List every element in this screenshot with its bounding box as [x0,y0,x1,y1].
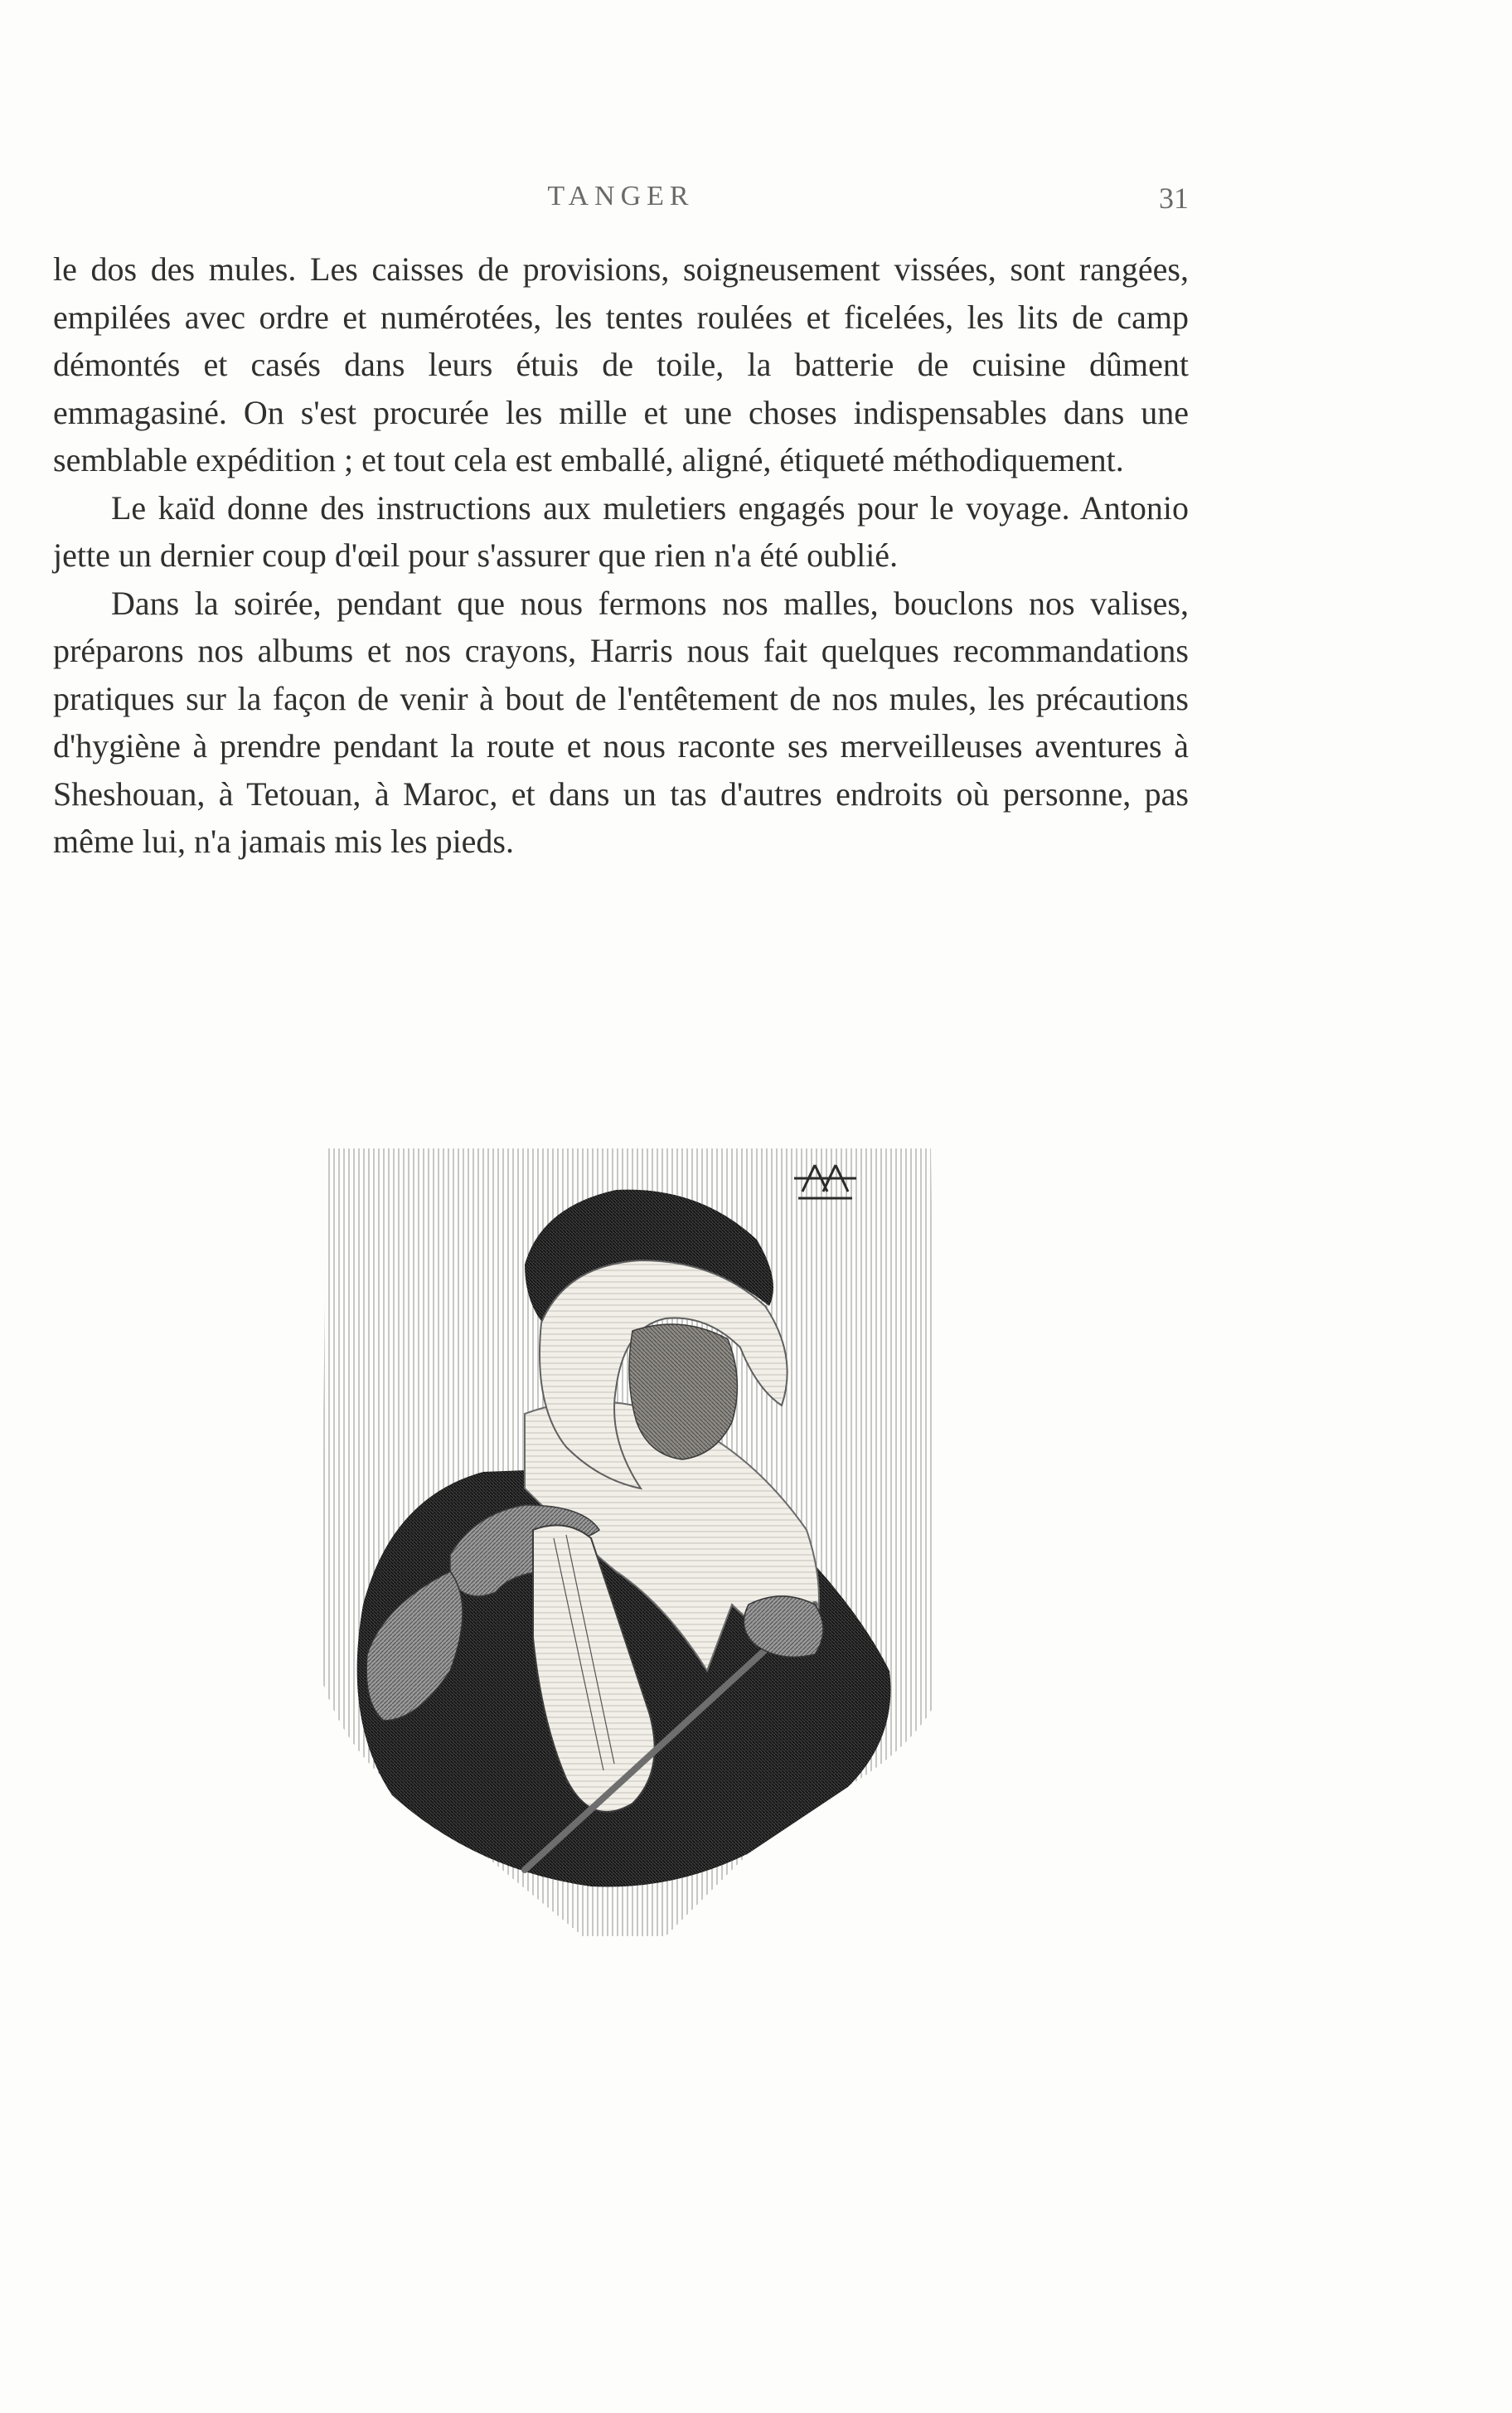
page-number: 31 [1159,182,1189,215]
paragraph-1: le dos des mules. Les caisses de provisions, soigneusement vissées, sont rangées, empilées avec ordre et numérotées, les tentes roulées et ficelées, les lits de camp démontés et casés dans leurs étuis de toile, la batterie de cuisine dûment emmagasiné. On s'est procurée les mille et une choses indispensables dans une semblable expédition ; et tout cela est emballé, aligné, étiqueté méthodiquement. [53,250,1189,478]
running-head [53,181,1189,222]
face [629,1324,737,1459]
portrait-engraving [317,1140,939,1969]
paragraph-3: Dans la soirée, pendant que nous fermons nos malles, bouclons nos valises, préparons nos albums et nos crayons, Harris nous fait quelques recommandations pratiques sur la façon de venir à bout de l'entêtement de nos mules, les précautions d'hygiène à prendre pendant la route et nous raconte ses merveilleuses aventures à Sheshouan, à Tetouan, à Maroc, et dans un tas d'autres endroits où personne, pas même lui, n'a jamais mis les pieds. [53,584,1189,860]
paragraph-2: Le kaïd donne des instructions aux muletiers engagés pour le voyage. Antonio jette un dernier coup d'œil pour s'assurer que rien n'a été oublié. [53,488,1189,574]
running-title: TANGER [547,181,695,211]
body-text [53,245,1189,866]
engraved-portrait-illustration [317,1140,939,1969]
